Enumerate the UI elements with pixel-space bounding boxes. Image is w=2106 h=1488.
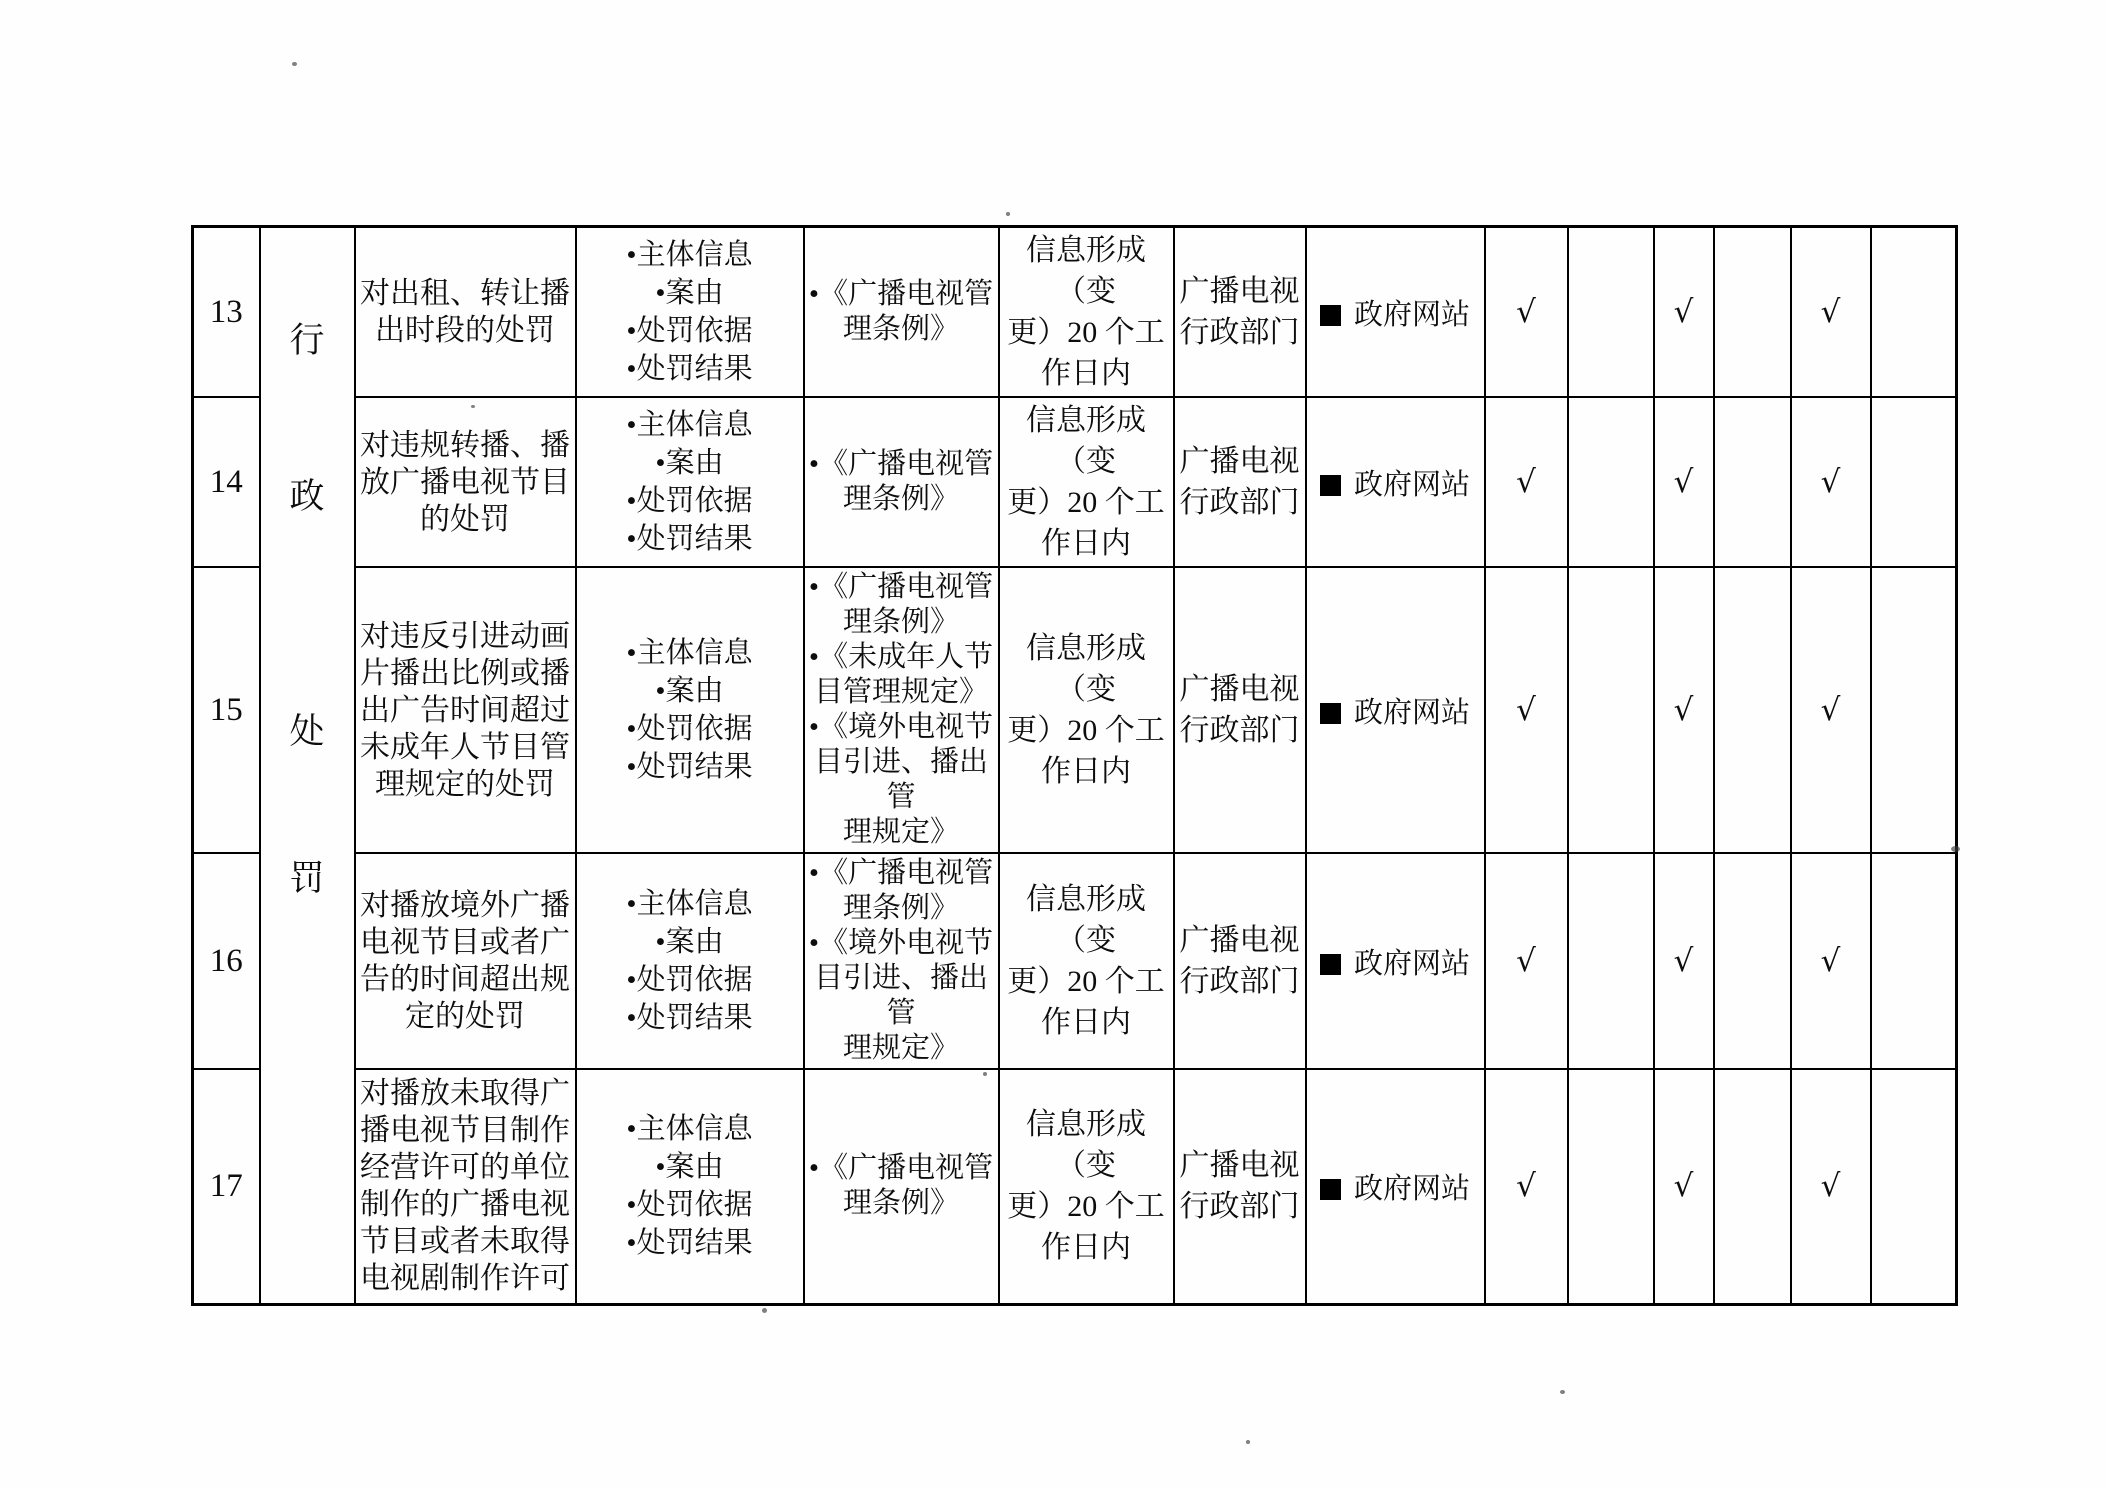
time-limit-cell-line: 作日内	[1041, 527, 1131, 560]
disclosure-content-cell-line: •处罚结果	[626, 751, 753, 783]
disclosure-content-cell	[576, 1069, 804, 1304]
disclosure-content-cell	[576, 227, 804, 398]
checkmark-cell	[1485, 853, 1568, 1069]
checkmark-cell	[1654, 397, 1714, 567]
scan-speckle	[762, 1308, 767, 1313]
item-name-cell-line: 制作的广播电视	[360, 1188, 570, 1222]
legal-basis-cell-line: 目管理规定》	[813, 676, 988, 708]
checkmark-cell	[1485, 1069, 1568, 1304]
checkmark-cell	[1791, 1069, 1871, 1304]
checkmark-cell	[1791, 227, 1871, 398]
legal-basis-cell-line: •《未成年人节	[808, 641, 994, 673]
channel-label: 政府网站	[1353, 696, 1470, 729]
checkmark: √	[1673, 464, 1694, 500]
empty-check-cell	[1568, 567, 1654, 853]
checkmark: √	[1673, 294, 1694, 330]
channel-cell	[1306, 227, 1485, 398]
category-char: 罚	[289, 859, 325, 898]
disclosure-content-cell-line: •主体信息	[626, 1113, 753, 1146]
checkmark-cell	[1654, 1069, 1714, 1304]
empty-check-cell	[1568, 227, 1654, 398]
scan-speckle	[1951, 846, 1960, 852]
category-cell-administrative-penalty	[260, 227, 355, 1305]
time-limit-cell	[999, 397, 1174, 567]
legal-basis-cell-line: •《广播电视管	[808, 1152, 994, 1185]
disclosure-content-cell-line: •处罚依据	[626, 964, 753, 996]
item-name-cell-line: 出时段的处罚	[375, 314, 555, 347]
disclosure-content-cell-line: •处罚依据	[626, 713, 753, 745]
category-char: 处	[289, 712, 325, 751]
scan-speckle	[1246, 1440, 1250, 1444]
checkmark-cell	[1654, 567, 1714, 853]
item-name-cell-line: 片播出比例或播	[360, 656, 570, 690]
time-limit-cell	[999, 567, 1174, 853]
checkmark: √	[1820, 943, 1841, 979]
disclosure-content-cell-line: •案由	[655, 447, 724, 479]
row-number-cell: 17	[193, 1069, 260, 1304]
item-name-cell-line: 对违反引进动画	[360, 619, 570, 653]
time-limit-cell-line: 更）20 个工	[1007, 965, 1165, 998]
channel-cell	[1306, 397, 1485, 567]
legal-basis-cell-line: 目引进、播出管	[813, 746, 988, 813]
checkmark-cell	[1654, 853, 1714, 1069]
time-limit-cell	[999, 227, 1174, 398]
checkmark-cell	[1791, 567, 1871, 853]
disclosure-content-cell	[576, 397, 804, 567]
checkmark-cell	[1485, 567, 1568, 853]
item-name-cell-line: 对出租、转让播	[360, 277, 570, 310]
item-name-cell-line: 理规定的处罚	[375, 767, 555, 801]
checkmark: √	[1516, 1168, 1536, 1205]
channel-label: 政府网站	[1353, 1172, 1470, 1205]
time-limit-cell-line: 信息形成（变	[1026, 883, 1146, 957]
time-limit-cell	[999, 853, 1174, 1069]
time-limit-cell-line: 作日内	[1041, 755, 1131, 788]
category-char: 行	[289, 321, 325, 360]
disclosure-content-cell	[576, 853, 804, 1069]
legal-basis-cell	[804, 853, 999, 1069]
item-name-cell-line: 未成年人节目管	[360, 730, 570, 764]
scan-speckle	[292, 62, 297, 66]
item-name-cell	[355, 397, 576, 567]
checkmark-cell	[1485, 397, 1568, 567]
item-name-cell	[355, 853, 576, 1069]
empty-check-cell	[1714, 227, 1791, 398]
disclosure-content-cell-line: •处罚结果	[626, 523, 753, 555]
channel-cell	[1306, 853, 1485, 1069]
disclosure-content-cell-line: •主体信息	[626, 239, 753, 271]
legal-basis-cell-line: 理条例》	[842, 483, 959, 515]
channel-cell	[1306, 1069, 1485, 1304]
legal-basis-cell-line: 理条例》	[842, 313, 959, 345]
time-limit-cell-line: 信息形成（变	[1026, 404, 1146, 478]
category-char: 政	[289, 477, 325, 516]
department-cell-line: 广播电视	[1179, 445, 1300, 478]
department-cell-line: 行政部门	[1179, 714, 1300, 747]
department-cell	[1174, 227, 1306, 398]
legal-basis-cell-line: 理条例》	[842, 606, 959, 638]
scan-speckle	[471, 405, 475, 408]
table-row-16	[193, 853, 1957, 1069]
empty-check-cell	[1568, 397, 1654, 567]
legal-basis-cell	[804, 567, 999, 853]
channel-label: 政府网站	[1353, 468, 1470, 501]
filled-square-marker-icon	[1320, 1179, 1341, 1200]
row-number-cell: 14	[193, 397, 260, 567]
filled-square-marker-icon	[1320, 703, 1341, 724]
checkmark: √	[1516, 943, 1536, 979]
row-number-cell: 16	[193, 853, 260, 1069]
checkmark: √	[1516, 692, 1536, 728]
disclosure-content-cell-line: •案由	[655, 675, 724, 707]
department-cell-line: 广播电视	[1179, 275, 1300, 308]
item-name-cell-line: 播电视节目制作	[360, 1114, 570, 1148]
table-row-15	[193, 567, 1957, 853]
item-name-cell	[355, 567, 576, 853]
checkmark-cell	[1791, 853, 1871, 1069]
empty-check-cell	[1568, 1069, 1654, 1304]
disclosure-content-cell-line: •处罚依据	[626, 315, 753, 347]
legal-basis-cell-line: •《境外电视节	[808, 711, 994, 743]
department-cell-line: 行政部门	[1179, 1190, 1300, 1224]
filled-square-marker-icon	[1320, 305, 1341, 326]
empty-check-cell	[1714, 397, 1791, 567]
legal-basis-cell-line: 理条例》	[842, 1187, 959, 1220]
item-name-cell-line: 放广播电视节目	[360, 465, 570, 499]
disclosure-content-cell	[576, 567, 804, 853]
legal-basis-cell-line: 理规定》	[842, 816, 959, 848]
item-name-cell-line: 的处罚	[420, 502, 510, 536]
penalty-disclosure-table	[191, 225, 1958, 1306]
checkmark: √	[1516, 464, 1536, 500]
checkmark: √	[1516, 294, 1536, 330]
checkmark-cell	[1485, 227, 1568, 398]
disclosure-content-cell-line: •主体信息	[626, 409, 753, 441]
empty-check-cell	[1871, 567, 1957, 853]
legal-basis-cell-line: 目引进、播出管	[813, 962, 988, 1029]
legal-basis-cell-line: 理条例》	[842, 892, 959, 924]
department-cell	[1174, 1069, 1306, 1304]
row-number-cell: 13	[193, 227, 260, 398]
time-limit-cell-line: 更）20 个工	[1007, 316, 1165, 349]
row-number-cell: 15	[193, 567, 260, 853]
checkmark-cell	[1791, 397, 1871, 567]
item-name-cell-line: 对播放境外广播	[360, 889, 570, 922]
department-cell-line: 行政部门	[1179, 486, 1300, 519]
legal-basis-cell	[804, 397, 999, 567]
department-cell-line: 广播电视	[1179, 1149, 1300, 1183]
scan-speckle	[983, 1072, 987, 1076]
legal-basis-cell	[804, 227, 999, 398]
department-cell	[1174, 567, 1306, 853]
disclosure-content-cell-line: •处罚结果	[626, 353, 753, 385]
disclosure-content-cell-line: •处罚依据	[626, 485, 753, 517]
department-cell-line: 广播电视	[1179, 673, 1300, 706]
item-name-cell-line: 电视剧制作许可	[360, 1262, 570, 1296]
empty-check-cell	[1871, 397, 1957, 567]
table-row-17	[193, 1069, 1957, 1304]
checkmark: √	[1673, 692, 1694, 728]
time-limit-cell-line: 作日内	[1041, 1006, 1131, 1039]
empty-check-cell	[1714, 853, 1791, 1069]
legal-basis-cell-line: •《广播电视管	[808, 278, 994, 310]
disclosure-content-cell-line: •案由	[655, 1151, 724, 1184]
empty-check-cell	[1871, 1069, 1957, 1304]
department-cell-line: 广播电视	[1179, 924, 1300, 957]
legal-basis-cell-line: •《广播电视管	[808, 448, 994, 480]
disclosure-content-cell-line: •处罚依据	[626, 1189, 753, 1222]
checkmark: √	[1673, 1168, 1694, 1205]
item-name-cell-line: 对播放未取得广	[360, 1077, 570, 1111]
item-name-cell-line: 定的处罚	[405, 1000, 525, 1033]
empty-check-cell	[1871, 227, 1957, 398]
empty-check-cell	[1871, 853, 1957, 1069]
disclosure-content-cell-line: •处罚结果	[626, 1227, 753, 1260]
item-name-cell-line: 告的时间超出规	[360, 963, 570, 996]
disclosure-content-cell-line: •处罚结果	[626, 1002, 753, 1034]
time-limit-cell-line: 更）20 个工	[1007, 486, 1165, 519]
time-limit-cell-line: 作日内	[1041, 1231, 1131, 1265]
channel-label: 政府网站	[1353, 947, 1470, 980]
empty-check-cell	[1714, 1069, 1791, 1304]
legal-basis-cell-line: 理规定》	[842, 1032, 959, 1064]
scan-speckle	[1560, 1390, 1565, 1394]
disclosure-content-cell-line: •案由	[655, 926, 724, 958]
department-cell	[1174, 397, 1306, 567]
legal-basis-cell-line: •《广播电视管	[808, 571, 994, 603]
scan-speckle	[1006, 212, 1010, 216]
checkmark: √	[1820, 692, 1841, 728]
checkmark: √	[1820, 294, 1841, 330]
item-name-cell-line: 出广告时间超过	[360, 693, 570, 727]
checkmark-cell	[1654, 227, 1714, 398]
disclosure-content-cell-line: •主体信息	[626, 888, 753, 920]
item-name-cell	[355, 1069, 576, 1304]
time-limit-cell-line: 信息形成（变	[1026, 234, 1146, 308]
legal-basis-cell-line: •《广播电视管	[808, 857, 994, 889]
item-name-cell-line: 节目或者未取得	[360, 1225, 570, 1259]
item-name-cell-line: 电视节目或者广	[360, 926, 570, 959]
department-cell-line: 行政部门	[1179, 316, 1300, 349]
legal-basis-cell	[804, 1069, 999, 1304]
checkmark: √	[1820, 464, 1841, 500]
legal-basis-cell-line: •《境外电视节	[808, 927, 994, 959]
table-row-13	[193, 227, 1957, 398]
item-name-cell-line: 对违规转播、播	[360, 428, 570, 462]
department-cell	[1174, 853, 1306, 1069]
time-limit-cell-line: 更）20 个工	[1007, 1190, 1165, 1224]
channel-label: 政府网站	[1353, 298, 1470, 331]
time-limit-cell-line: 作日内	[1041, 357, 1131, 390]
empty-check-cell	[1568, 853, 1654, 1069]
filled-square-marker-icon	[1320, 475, 1341, 496]
channel-cell	[1306, 567, 1485, 853]
filled-square-marker-icon	[1320, 954, 1341, 975]
checkmark: √	[1820, 1168, 1841, 1205]
item-name-cell-line: 经营许可的单位	[360, 1151, 570, 1185]
table-row-14	[193, 397, 1957, 567]
disclosure-content-cell-line: •主体信息	[626, 637, 753, 669]
empty-check-cell	[1714, 567, 1791, 853]
time-limit-cell-line: 信息形成（变	[1026, 632, 1146, 706]
time-limit-cell-line: 信息形成（变	[1026, 1108, 1146, 1183]
item-name-cell	[355, 227, 576, 398]
department-cell-line: 行政部门	[1179, 965, 1300, 998]
checkmark: √	[1673, 943, 1694, 979]
time-limit-cell	[999, 1069, 1174, 1304]
time-limit-cell-line: 更）20 个工	[1007, 714, 1165, 747]
disclosure-content-cell-line: •案由	[655, 277, 724, 309]
